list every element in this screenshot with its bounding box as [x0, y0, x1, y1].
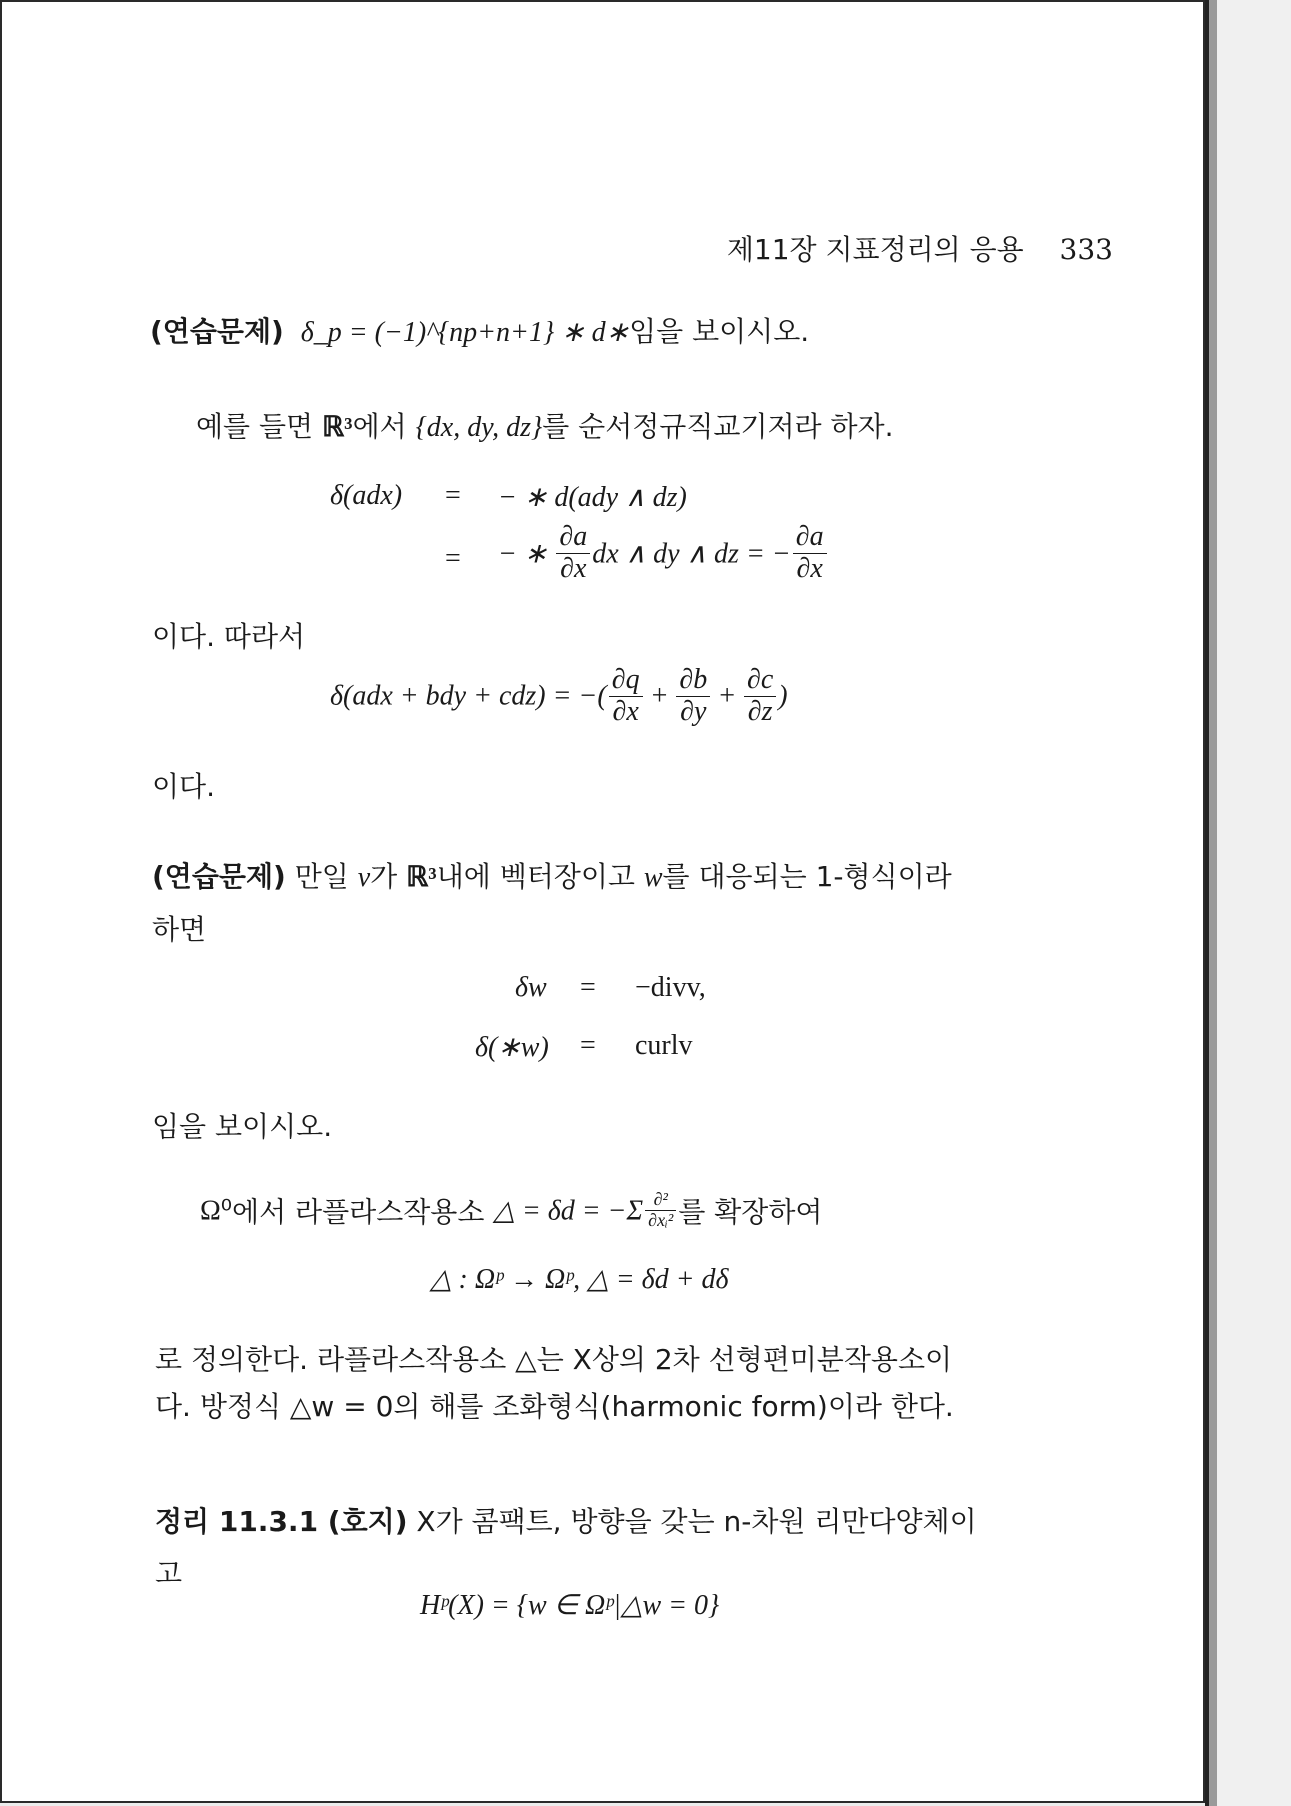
eq3-close: )	[778, 680, 788, 712]
frac-den: ∂y	[680, 695, 707, 727]
running-header	[727, 228, 1113, 268]
ex2-eq2-rhs: curlv	[635, 1030, 693, 1061]
plus-sign: +	[651, 680, 668, 712]
laplace-text-a: 에서 라플라스작용소	[232, 1195, 485, 1229]
therefore-text: 이다. 따라서	[152, 620, 306, 653]
fraction-da-dx-2	[793, 522, 827, 585]
intro-mid: 에서	[352, 410, 407, 443]
example-intro	[196, 405, 893, 445]
eq1-equals: =	[445, 480, 461, 511]
intro-suffix: 를 순서정규직교기저라 하자.	[542, 410, 894, 443]
ex2-eq2-equals: =	[580, 1030, 596, 1061]
frac-den: ∂z	[747, 695, 773, 727]
ex2-text-d: 를 대응되는 1-형식이라	[662, 860, 952, 893]
ex2-eq1-rhs: −divv,	[635, 972, 706, 1003]
page-edge-shadow	[1209, 0, 1217, 1806]
theorem-eq: Hᵖ(X) = {w ∈ Ωᵖ|△w = 0}	[420, 1590, 720, 1621]
eq2-rhs	[498, 522, 829, 585]
exercise-2	[152, 855, 952, 895]
frac-den: ∂x	[612, 695, 639, 727]
ex2-line2: 하면	[152, 913, 207, 946]
laplace-line2: 다. 방정식 △w = 0의 해를 조화형식(harmonic form)이라 한다.	[155, 1390, 954, 1423]
omega-zero: Ω⁰	[200, 1195, 233, 1227]
eq2-prefix: − ∗	[498, 538, 548, 570]
laplace-text-b: 를 확장하여	[678, 1195, 823, 1229]
eq3	[330, 665, 788, 728]
intro-prefix: 예를 들면	[196, 410, 314, 443]
exercise-label: (연습문제)	[152, 860, 286, 893]
end-text: 이다.	[152, 770, 215, 803]
exercise-label: (연습문제)	[150, 315, 284, 348]
frac-den: ∂xᵢ²	[648, 1209, 674, 1230]
fraction-da-dx	[556, 522, 590, 585]
plus-sign: +	[719, 680, 736, 712]
ex2-eq1-lhs: δw	[515, 972, 547, 1003]
theorem-text: X가 콤팩트, 방향을 갖는 n-차원 리만다양체이	[416, 1505, 977, 1538]
ex2-w: w	[643, 862, 663, 893]
theorem-line2: 고	[155, 1557, 183, 1590]
ex2-text-a: 만일	[294, 860, 349, 893]
eq3-lhs: δ(adx + bdy + cdz) = −(	[330, 680, 607, 712]
page-number: 333	[1059, 233, 1113, 266]
chapter-title: 제11장 지표정리의 응용	[726, 233, 1024, 266]
eq1-lhs: δ(adx)	[330, 480, 403, 511]
frac-den: ∂x	[560, 552, 587, 584]
fraction-d2-dx2	[645, 1190, 676, 1231]
frac-den: ∂x	[796, 552, 823, 584]
laplace-intro	[200, 1190, 822, 1231]
ex2-eq1-equals: =	[580, 972, 596, 1003]
theorem-label: 정리 11.3.1 (호지)	[155, 1505, 408, 1538]
eq2-mid: dx ∧ dy ∧ dz = −	[592, 538, 791, 570]
eq2-equals: =	[445, 543, 461, 574]
frac-num: ∂a	[556, 522, 590, 554]
ex2-tail: 임을 보이시오.	[152, 1110, 333, 1143]
laplace-line1: 로 정의한다. 라플라스작용소 △는 X상의 2차 선형편미분작용소이	[155, 1343, 953, 1376]
ex2-text-b: 가	[370, 860, 398, 893]
ex2-v: v	[357, 862, 371, 893]
exercise-formula: δ_p = (−1)^{np+n+1} ∗ d∗	[300, 317, 630, 348]
frac-num: ∂c	[744, 665, 776, 697]
fraction-dq-dx	[609, 665, 643, 728]
laplace-eq: △ : Ωᵖ → Ωᵖ, △ = δd + dδ	[430, 1264, 729, 1295]
background-margin	[1217, 0, 1291, 1806]
basis-set: {dx, dy, dz}	[415, 412, 543, 443]
eq1-rhs: − ∗ d(ady ∧ dz)	[498, 482, 687, 513]
ex2-text-c: 내에 벡터장이고	[436, 860, 635, 893]
frac-num: ∂²	[645, 1190, 676, 1211]
space-symbol: ℝ³	[406, 862, 437, 893]
fraction-dc-dz	[744, 665, 776, 728]
fraction-db-dy	[676, 665, 710, 728]
exercise-1	[150, 310, 809, 350]
laplace-formula: △ = δd = −Σ	[493, 1195, 644, 1227]
theorem	[155, 1500, 977, 1540]
frac-num: ∂b	[676, 665, 710, 697]
frac-num: ∂q	[609, 665, 643, 697]
exercise-tail: 임을 보이시오.	[629, 315, 810, 348]
ex2-eq2-lhs: δ(∗w)	[475, 1032, 549, 1063]
frac-num: ∂a	[793, 522, 827, 554]
space-symbol: ℝ³	[322, 412, 353, 443]
